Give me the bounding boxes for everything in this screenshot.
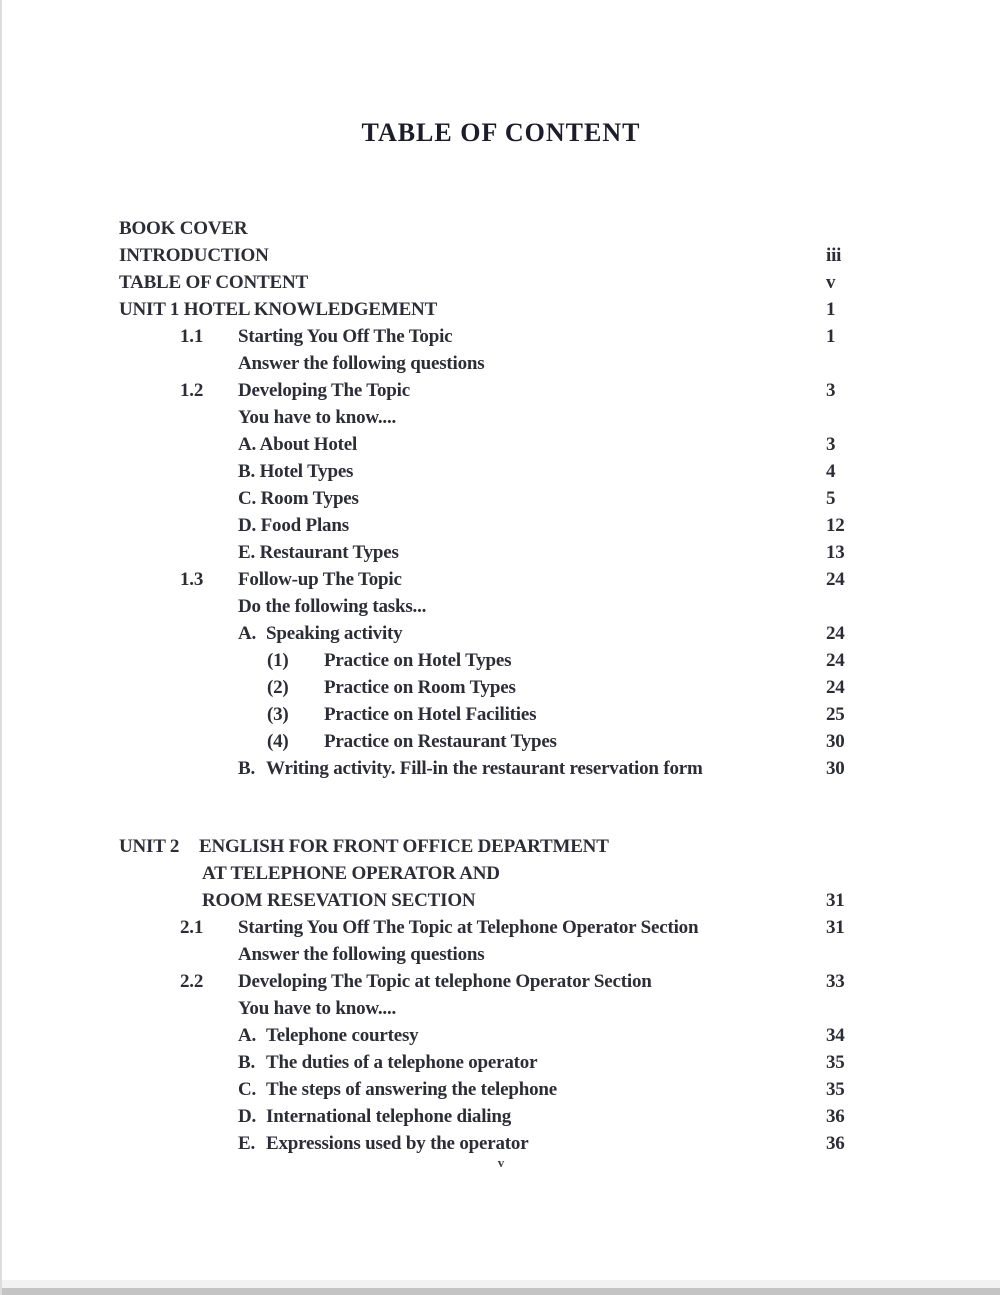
toc-row bbox=[119, 1076, 970, 1103]
toc-item-title: Starting You Off The Topic at Telephone Operator Section bbox=[238, 917, 699, 938]
toc-row bbox=[119, 593, 970, 620]
toc-item-title: Developing The Topic at telephone Operator Section bbox=[238, 971, 652, 992]
toc-section-spacer bbox=[119, 782, 970, 833]
toc-item-page: 33 bbox=[826, 971, 845, 992]
toc-row bbox=[119, 512, 970, 539]
toc-item-page: 30 bbox=[826, 731, 845, 752]
toc-item-title: C. Room Types bbox=[238, 488, 359, 509]
toc-item-title: BOOK COVER bbox=[119, 218, 248, 239]
toc-item-number: 2.1 bbox=[180, 917, 204, 938]
toc-row bbox=[119, 887, 970, 914]
toc-item-number: B. bbox=[238, 758, 256, 779]
bottom-scrollbar bbox=[2, 1288, 1000, 1295]
toc-item-number: UNIT 2 bbox=[119, 836, 180, 857]
toc-row bbox=[119, 269, 970, 296]
toc-item-page: 13 bbox=[826, 542, 845, 563]
toc-row bbox=[119, 914, 970, 941]
page-title: TABLE OF CONTENT bbox=[361, 118, 641, 147]
toc-item-title: International telephone dialing bbox=[266, 1106, 512, 1127]
toc-row bbox=[119, 1022, 970, 1049]
toc-row bbox=[119, 377, 970, 404]
toc-item-number: (3) bbox=[267, 704, 289, 725]
toc-item-title: Answer the following questions bbox=[238, 944, 485, 965]
toc-row bbox=[119, 1103, 970, 1130]
toc-item-page: 34 bbox=[826, 1025, 845, 1046]
toc-item-number: B. bbox=[238, 1052, 256, 1073]
toc-item-title: INTRODUCTION bbox=[119, 245, 269, 266]
toc-item-title: The steps of answering the telephone bbox=[266, 1079, 557, 1100]
toc-row bbox=[119, 458, 970, 485]
toc-item-number: (4) bbox=[267, 731, 289, 752]
toc-item-number: E. bbox=[238, 1133, 256, 1154]
toc-item-page: 4 bbox=[826, 461, 836, 482]
toc-item-page: 5 bbox=[826, 488, 836, 509]
toc-row bbox=[119, 296, 970, 323]
toc-item-title: The duties of a telephone operator bbox=[266, 1052, 538, 1073]
toc-item-page: 24 bbox=[826, 677, 845, 698]
toc-item-number: D. bbox=[238, 1106, 257, 1127]
toc-item-page: 12 bbox=[826, 515, 845, 536]
toc-item-title: You have to know.... bbox=[238, 407, 397, 428]
toc-row bbox=[119, 833, 970, 860]
toc-item-number: (1) bbox=[267, 650, 289, 671]
toc-item-number: 1.3 bbox=[180, 569, 204, 590]
toc-row bbox=[119, 620, 970, 647]
toc-item-page: 35 bbox=[826, 1079, 845, 1100]
toc-row bbox=[119, 941, 970, 968]
bottom-strip bbox=[2, 1280, 1000, 1288]
toc-row bbox=[119, 215, 970, 242]
toc-item-title: Telephone courtesy bbox=[266, 1025, 419, 1046]
toc-item-title: A. About Hotel bbox=[238, 434, 358, 455]
toc-item-title: Practice on Hotel Facilities bbox=[324, 704, 537, 725]
toc-item-title: ROOM RESEVATION SECTION bbox=[202, 890, 476, 911]
page-footer-number: v bbox=[497, 1155, 505, 1170]
toc-row bbox=[119, 701, 970, 728]
toc-item-title: UNIT 1 HOTEL KNOWLEDGEMENT bbox=[119, 299, 438, 320]
toc-item-number: 1.2 bbox=[180, 380, 204, 401]
toc-item-page: 25 bbox=[826, 704, 845, 725]
toc-row bbox=[119, 323, 970, 350]
toc-row bbox=[119, 995, 970, 1022]
toc-row bbox=[119, 728, 970, 755]
toc-item-page: 24 bbox=[826, 650, 845, 671]
toc-item-title: D. Food Plans bbox=[238, 515, 349, 536]
toc-item-page: 31 bbox=[826, 890, 845, 911]
toc-row bbox=[119, 566, 970, 593]
toc-item-number: 1.1 bbox=[180, 326, 204, 347]
toc-item-page: iii bbox=[826, 245, 842, 266]
toc-item-title: Practice on Hotel Types bbox=[324, 650, 512, 671]
toc-item-page: 31 bbox=[826, 917, 845, 938]
toc-row bbox=[119, 404, 970, 431]
toc-item-number: C. bbox=[238, 1079, 257, 1100]
toc-item-number: A. bbox=[238, 623, 257, 644]
toc-item-title: E. Restaurant Types bbox=[238, 542, 399, 563]
toc-item-title: You have to know.... bbox=[238, 998, 397, 1019]
toc-item-page: 3 bbox=[826, 380, 836, 401]
toc-item-title: TABLE OF CONTENT bbox=[119, 272, 308, 293]
toc-row bbox=[119, 242, 970, 269]
toc-row bbox=[119, 539, 970, 566]
toc-item-number: A. bbox=[238, 1025, 257, 1046]
toc-row bbox=[119, 485, 970, 512]
toc-item-page: 24 bbox=[826, 569, 845, 590]
toc-item-title: Speaking activity bbox=[266, 623, 403, 644]
toc-item-title: Developing The Topic bbox=[238, 380, 410, 401]
toc-item-title: B. Hotel Types bbox=[238, 461, 354, 482]
toc-row bbox=[119, 674, 970, 701]
toc-item-title: Answer the following questions bbox=[238, 353, 485, 374]
toc-item-page: 30 bbox=[826, 758, 845, 779]
toc-item-title: Practice on Restaurant Types bbox=[324, 731, 557, 752]
toc-item-page: 1 bbox=[826, 326, 836, 347]
toc-row bbox=[119, 431, 970, 458]
toc-row bbox=[119, 860, 970, 887]
toc-item-page: 36 bbox=[826, 1133, 845, 1154]
toc-item-title: Do the following tasks... bbox=[238, 596, 427, 617]
toc-item-title: Writing activity. Fill-in the restaurant reservation form bbox=[266, 758, 703, 779]
toc-row bbox=[119, 755, 970, 782]
toc-list bbox=[119, 215, 970, 1157]
toc-item-page: 24 bbox=[826, 623, 845, 644]
toc-item-title: Starting You Off The Topic bbox=[238, 326, 453, 347]
toc-item-page: 1 bbox=[826, 299, 836, 320]
toc-row bbox=[119, 968, 970, 995]
toc-item-page: v bbox=[826, 272, 836, 293]
toc-item-page: 35 bbox=[826, 1052, 845, 1073]
toc-item-title: AT TELEPHONE OPERATOR AND bbox=[202, 863, 500, 884]
toc-row bbox=[119, 350, 970, 377]
toc-item-title: ENGLISH FOR FRONT OFFICE DEPARTMENT bbox=[199, 836, 609, 857]
toc-row bbox=[119, 1130, 970, 1157]
toc-item-number: (2) bbox=[267, 677, 289, 698]
toc-item-title: Expressions used by the operator bbox=[266, 1133, 529, 1154]
toc-item-number: 2.2 bbox=[180, 971, 204, 992]
toc-item-title: Practice on Room Types bbox=[324, 677, 516, 698]
toc-item-title: Follow-up The Topic bbox=[238, 569, 402, 590]
toc-row bbox=[119, 1049, 970, 1076]
toc-item-page: 3 bbox=[826, 434, 836, 455]
toc-row bbox=[119, 647, 970, 674]
toc-item-page: 36 bbox=[826, 1106, 845, 1127]
